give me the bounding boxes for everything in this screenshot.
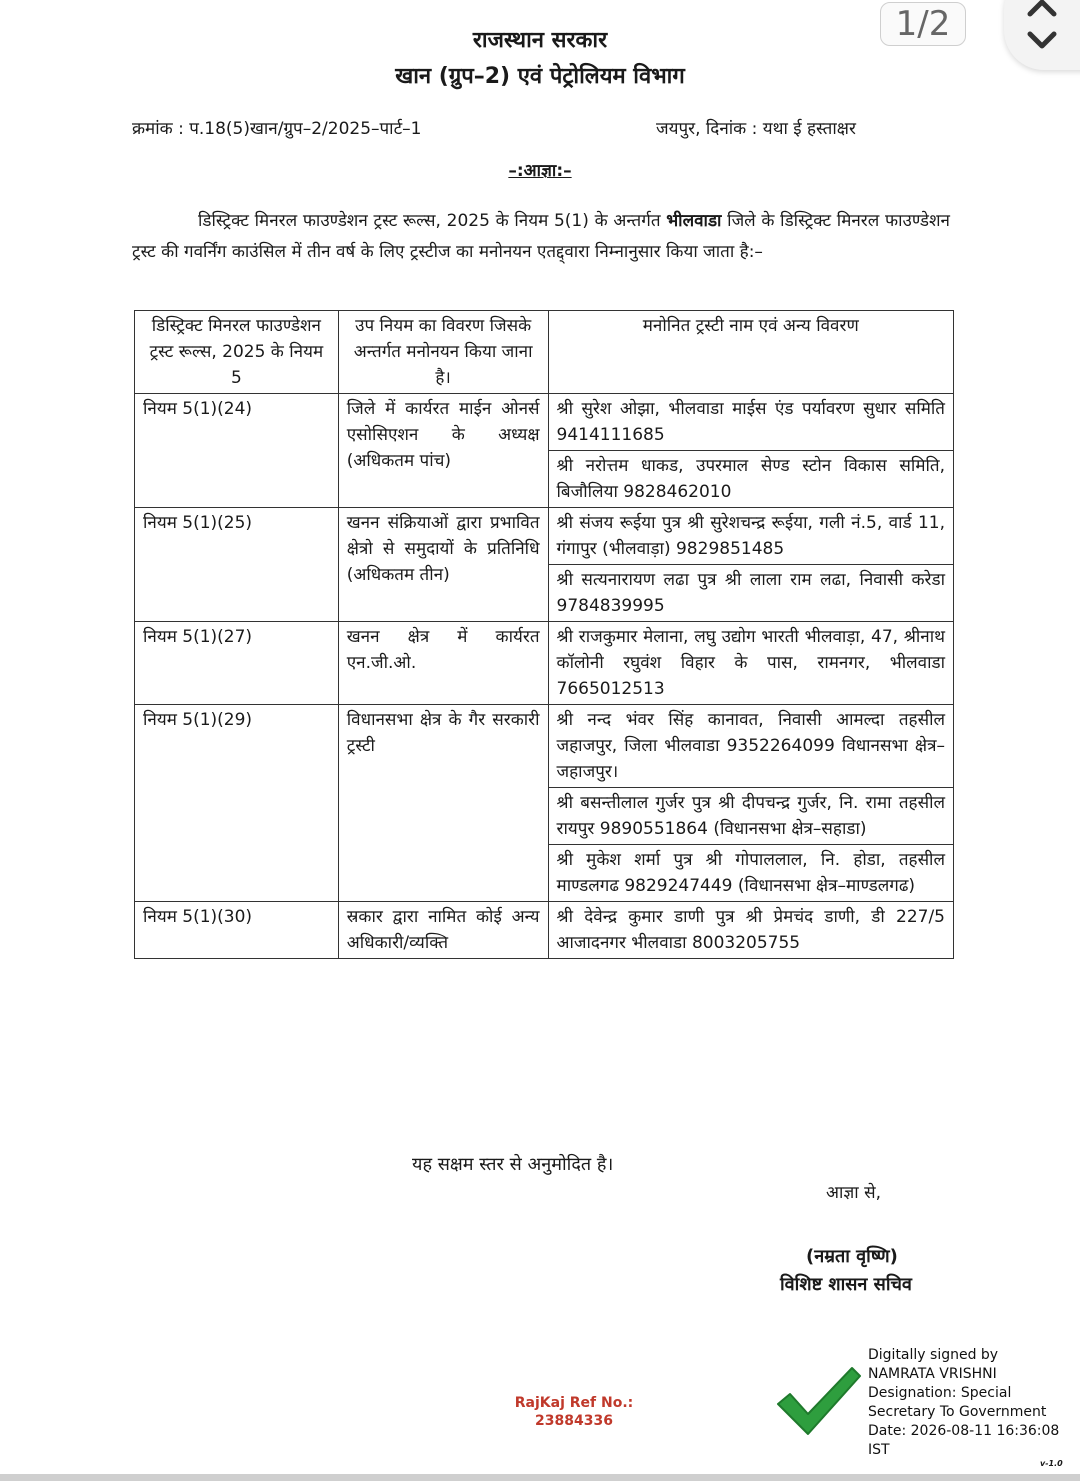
- district-name: भीलवाडा: [666, 211, 722, 231]
- header-description: उप नियम का विवरण जिसके अन्तर्गत मनोनयन किया जाना है।: [338, 311, 548, 394]
- trustee-cell: श्री देवेन्द्र कुमार डाणी पुत्र श्री प्रेमचंद डाणी, डी 227/5 आजादनगर भीलवाडा 8003205755: [548, 902, 953, 959]
- intro-text-after: जिले के डिस्ट्रिक्ट मिनरल फाउण्डेशन ट्रस्ट की गवर्निंग काउंसिल में तीन वर्ष के लिए ट्रस्टीज का मनोनयन एतद्द्वारा निम्नानुसार किया जाता है:–: [132, 211, 950, 262]
- by-order-text: आज्ञा से,: [826, 1183, 881, 1203]
- rule-cell: नियम 5(1)(29): [135, 705, 339, 902]
- digital-signature-block: [868, 1346, 1059, 1460]
- dsig-line: Digitally signed by: [868, 1347, 999, 1363]
- description-cell: खनन संक्रियाओं द्वारा प्रभावित क्षेत्रो से समुदायों के प्रतिनिधि (अधिकतम तीन): [338, 508, 548, 622]
- table-row: [135, 394, 954, 451]
- rule-cell: नियम 5(1)(24): [135, 394, 339, 508]
- header-trustee: मनोनित ट्रस्टी नाम एवं अन्य विवरण: [548, 311, 953, 394]
- trustee-cell: श्री सुरेश ओझा, भीलवाडा माईस एंड पर्यावरण सुधार समिति 9414111685: [548, 394, 953, 451]
- description-cell: खनन क्षेत्र में कार्यरत एन.जी.ओ.: [338, 622, 548, 705]
- government-name: राजस्थान सरकार: [472, 28, 608, 53]
- description-cell: जिले में कार्यरत माईन ओनर्स एसोसिएशन के अध्यक्ष (अधिकतम पांच): [338, 394, 548, 508]
- dsig-signer: NAMRATA VRISHNI: [868, 1366, 997, 1382]
- table-row: [135, 622, 954, 705]
- version-label: v-1.0: [1040, 1459, 1063, 1468]
- trustee-cell: श्री नन्द भंवर सिंह कानावत, निवासी आमल्दा तहसील जहाजपुर, जिला भीलवाडा 9352264099 विधानसभा क्षेत्र–जहाजपुर।: [548, 705, 953, 788]
- rule-cell: नियम 5(1)(25): [135, 508, 339, 622]
- dsig-line: Secretary To Government: [868, 1404, 1047, 1420]
- rajkaj-label: RajKaj Ref No.:: [514, 1395, 634, 1411]
- trustee-cell: श्री बसन्तीलाल गुर्जर पुत्र श्री दीपचन्द्र गुर्जर, नि. रामा तहसील रायपुर 9890551864 (विधानसभा क्षेत्र–सहाडा): [548, 788, 953, 845]
- description-cell: विधानसभा क्षेत्र के गैर सरकारी ट्रस्टी: [338, 705, 548, 902]
- trustee-cell: श्री राजकुमार मेलाना, लघु उद्योग भारती भीलवाड़ा, 47, श्रीनाथ कॉलोनी रघुवंश विहार के पास, रामनगर, भीलवाडा 7665012513: [548, 622, 953, 705]
- dsig-date: Date: 2026-08-11 16:36:08: [868, 1423, 1060, 1439]
- trustee-cell: श्री नरोत्तम धाकड, उपरमाल सेण्ड स्टोन विकास समिति, बिजौलिया 9828462010: [548, 451, 953, 508]
- bottom-bar: [0, 1474, 1080, 1481]
- signer-name: (नम्रता वृष्णि): [806, 1246, 898, 1267]
- trustee-cell: श्री मुकेश शर्मा पुत्र श्री गोपाललाल, नि. होडा, तहसील माण्डलगढ 9829247449 (विधानसभा क्षेत्र–माण्डलगढ): [548, 845, 953, 902]
- intro-paragraph: [132, 206, 950, 268]
- header-rule: डिस्ट्रिक्ट मिनरल फाउण्डेशन ट्रस्ट रूल्स, 2025 के नियम 5: [135, 311, 339, 394]
- table-header-row: [135, 311, 954, 394]
- intro-text-before: डिस्ट्रिक्ट मिनरल फाउण्डेशन ट्रस्ट रूल्स, 2025 के नियम 5(1) के अन्तर्गत: [198, 211, 667, 231]
- page-indicator: 1/2: [880, 2, 966, 46]
- table-row: [135, 508, 954, 565]
- dsig-line: Designation: Special: [868, 1385, 1012, 1401]
- table-row: [135, 902, 954, 959]
- reference-number: क्रमांक : प.18(5)खान/ग्रुप–2/2025–पार्ट–1: [132, 119, 422, 139]
- place-date: जयपुर, दिनांक : यथा ई हस्ताक्षर: [656, 119, 856, 139]
- department-name: खान (ग्रुप–2) एवं पेट्रोलियम विभाग: [395, 64, 685, 89]
- rajkaj-number: 23884336: [535, 1413, 613, 1429]
- trustee-cell: श्री सत्यनारायण लढा पुत्र श्री लाला राम लढा, निवासी करेडा 9784839995: [548, 565, 953, 622]
- check-mark-icon: [772, 1362, 864, 1442]
- chevron-up-icon[interactable]: [1024, 0, 1060, 20]
- order-heading: –:आज्ञा:–: [508, 161, 572, 181]
- trustee-cell: श्री संजय रूईया पुत्र श्री सुरेशचन्द्र रूईया, गली नं.5, वार्ड 11, गंगापुर (भीलवाड़ा) 9829851485: [548, 508, 953, 565]
- dsig-line: IST: [868, 1442, 890, 1458]
- approval-statement: यह सक्षम स्तर से अनुमोदित है।: [412, 1154, 614, 1175]
- trustee-table: [134, 310, 954, 959]
- description-cell: स्रकार द्वारा नामित कोई अन्य अधिकारी/व्यक्ति: [338, 902, 548, 959]
- rule-cell: नियम 5(1)(27): [135, 622, 339, 705]
- table-row: [135, 705, 954, 788]
- signer-title: विशिष्ट शासन सचिव: [780, 1274, 912, 1295]
- rule-cell: नियम 5(1)(30): [135, 902, 339, 959]
- rajkaj-reference: [506, 1394, 642, 1430]
